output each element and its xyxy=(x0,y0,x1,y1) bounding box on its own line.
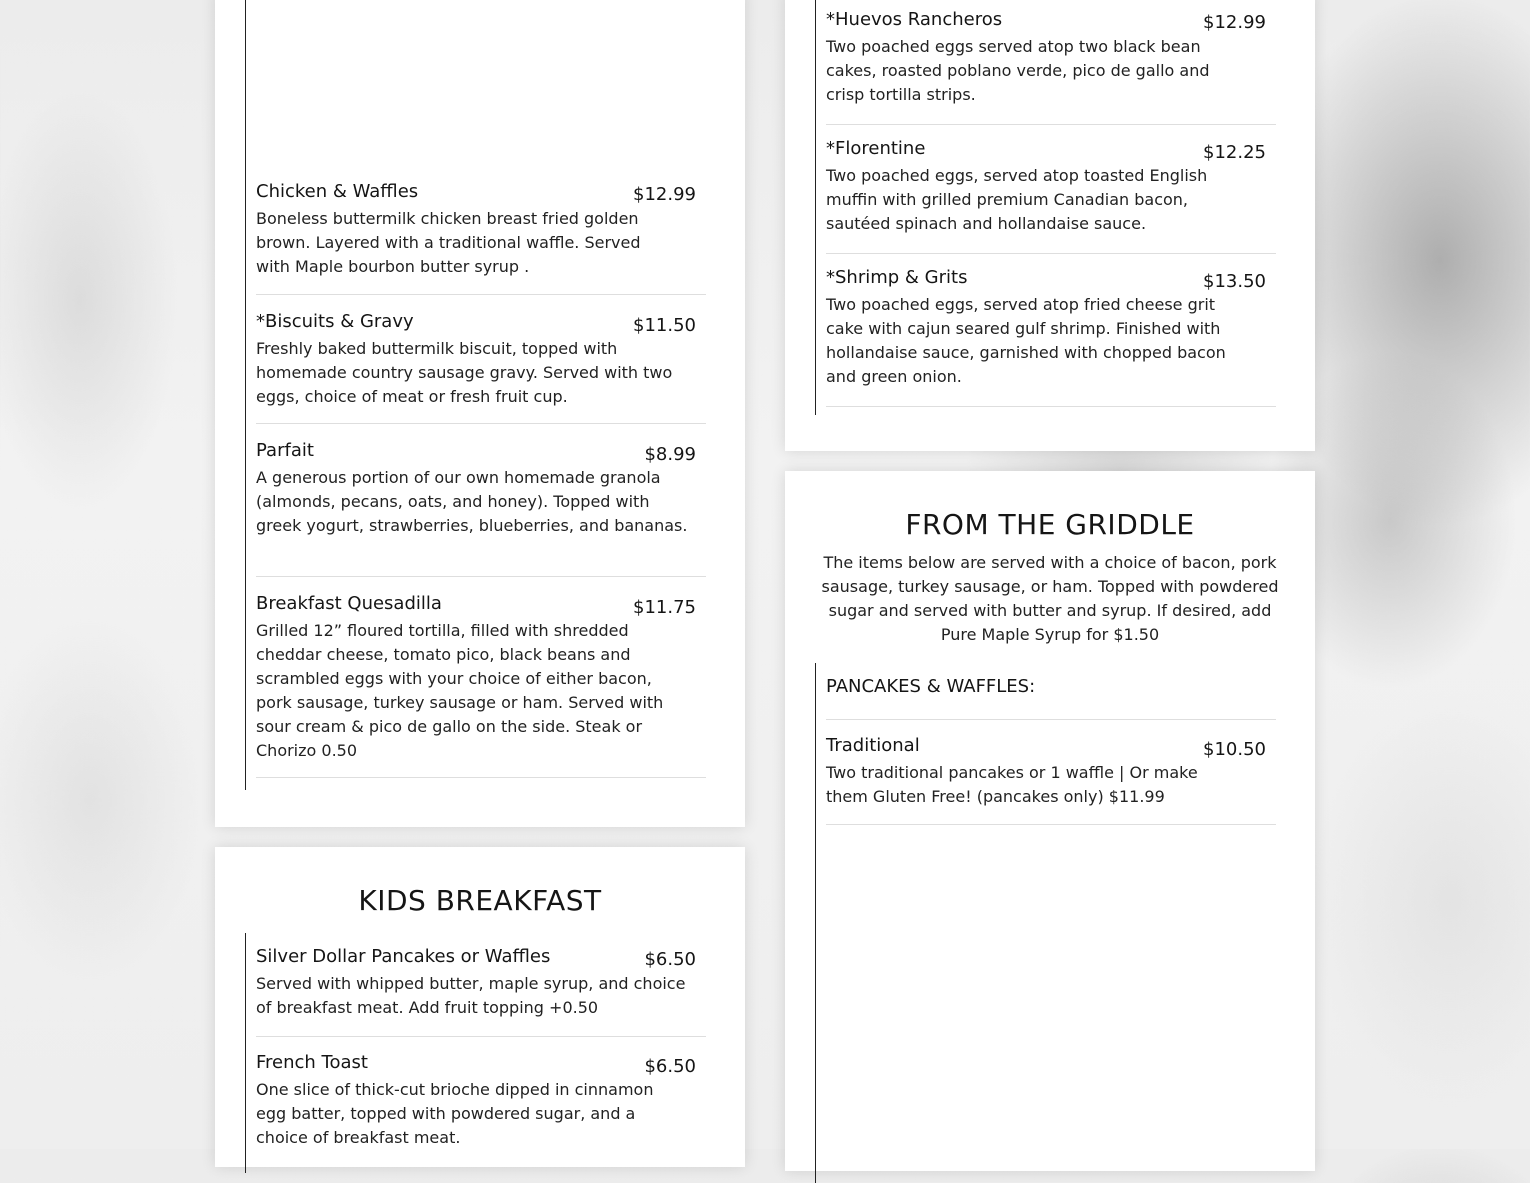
item-name: *Florentine xyxy=(826,138,926,159)
menu-item xyxy=(826,720,1276,825)
item-name: Parfait xyxy=(256,440,314,461)
item-price: $8.99 xyxy=(644,444,696,465)
menu-item xyxy=(256,174,706,295)
item-description: Boneless buttermilk chicken breast fried golden brown. Layered with a traditional waffle. Served with Maple bourbon butter syrup . xyxy=(256,209,641,276)
item-price: $6.50 xyxy=(644,949,696,970)
menu-item xyxy=(256,1037,706,1167)
subsection-title: PANCAKES & WAFFLES: xyxy=(826,676,1036,697)
item-name: Traditional xyxy=(826,735,920,756)
item-price: $13.50 xyxy=(1203,271,1266,292)
item-name: Breakfast Quesadilla xyxy=(256,593,442,614)
menu-item xyxy=(826,125,1276,254)
menu-item-list xyxy=(245,0,706,790)
item-description: Freshly baked buttermilk biscuit, topped with homemade country sausage gravy. Served with two eggs, choice of meat or fresh fruit cup. xyxy=(256,339,673,406)
item-description: Two poached eggs served atop two black bean cakes, roasted poblano verde, pico de gallo and crisp tortilla strips. xyxy=(826,37,1210,104)
item-name: Silver Dollar Pancakes or Waffles xyxy=(256,946,551,967)
menu-item-list xyxy=(815,663,1276,1183)
subsection-header xyxy=(826,663,1276,720)
section-title: KIDS BREAKFAST xyxy=(358,884,602,917)
item-description: A generous portion of our own homemade granola (almonds, pecans, oats, and honey). Topped with greek yogurt, strawberries, blueberries, and bananas. xyxy=(256,468,688,535)
item-price: $12.99 xyxy=(633,184,696,205)
item-price: $10.50 xyxy=(1203,739,1266,760)
item-description: Two traditional pancakes or 1 waffle | Or make them Gluten Free! (pancakes only) $11.99 xyxy=(826,763,1198,806)
menu-card-breakfast-specials xyxy=(215,0,745,827)
item-description: Two poached eggs, served atop fried cheese grit cake with cajun seared gulf shrimp. Finished with hollandaise sauce, garnished with chopped bacon and green onion. xyxy=(826,295,1226,386)
menu-item xyxy=(826,254,1276,407)
item-description: Two poached eggs, served atop toasted English muffin with grilled premium Canadian bacon, sautéed spinach and hollandaise sauce. xyxy=(826,166,1208,233)
menu-card-kids-breakfast xyxy=(215,847,745,1167)
item-price: $11.50 xyxy=(633,315,696,336)
item-price: $12.99 xyxy=(1203,12,1266,33)
item-name: *Huevos Rancheros xyxy=(826,9,1003,30)
menu-item xyxy=(256,577,706,778)
menu-item xyxy=(826,0,1276,125)
item-name: *Shrimp & Grits xyxy=(826,267,968,288)
menu-item-list xyxy=(245,933,706,1173)
item-price: $12.25 xyxy=(1203,142,1266,163)
section-title: FROM THE GRIDDLE xyxy=(905,508,1195,541)
menu-card-from-the-griddle xyxy=(785,471,1315,1171)
menu-card-benedicts xyxy=(785,0,1315,451)
menu-item-list xyxy=(815,0,1276,415)
section-intro: The items below are served with a choice of bacon, pork sausage, turkey sausage, or ham. Topped with powdered sugar and served with butter and syrup. If desired, add Pure Maple Syrup for $1.50 xyxy=(821,553,1279,644)
menu-item xyxy=(256,295,706,424)
item-price: $6.50 xyxy=(644,1056,696,1077)
item-description: One slice of thick-cut brioche dipped in cinnamon egg batter, topped with powdered sugar, and a choice of breakfast meat. xyxy=(256,1080,654,1147)
item-description: Served with whipped butter, maple syrup, and choice of breakfast meat. Add fruit topping +0.50 xyxy=(256,974,686,1017)
item-name: Chicken & Waffles xyxy=(256,181,419,202)
item-description: Grilled 12” floured tortilla, filled with shredded cheddar cheese, tomato pico, black beans and scrambled eggs with your choice of either bacon, pork sausage, turkey sausage or ham. Served with sour cream & pico de gallo on the side. Steak or Chorizo 0.50 xyxy=(256,621,664,760)
item-price: $11.75 xyxy=(633,597,696,618)
item-name: French Toast xyxy=(256,1052,368,1073)
menu-item xyxy=(256,424,706,577)
item-name: *Biscuits & Gravy xyxy=(256,311,414,332)
image-placeholder xyxy=(246,0,706,168)
menu-item xyxy=(256,933,706,1037)
